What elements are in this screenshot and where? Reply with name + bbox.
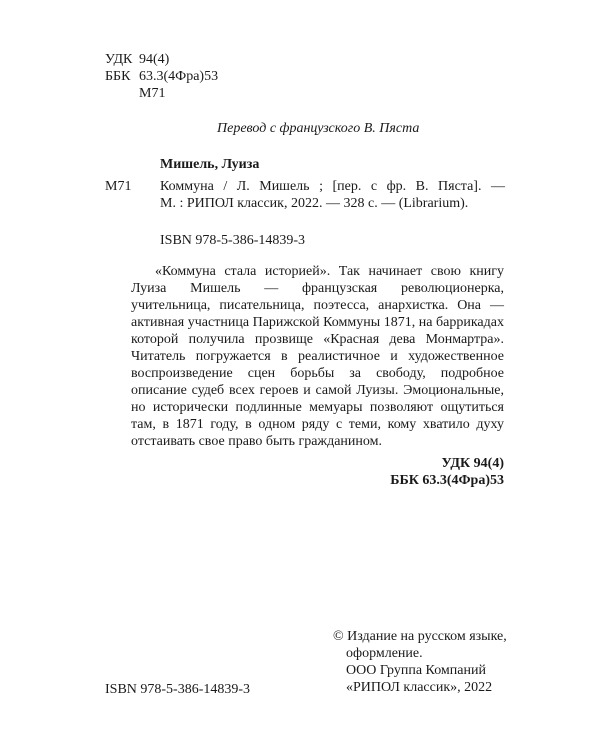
catalog-code: М71 xyxy=(105,179,132,194)
bbk-label: ББК xyxy=(105,69,131,84)
bbk-value: 63.3(4Фра)53 xyxy=(139,69,219,84)
bbk-row xyxy=(105,68,218,85)
author-mark: М71 xyxy=(139,86,166,101)
classification-block-bottom xyxy=(390,455,504,489)
copyright-line-3: ООО Группа Компаний xyxy=(346,663,486,678)
isbn-line: ISBN 978-5-386-14839-3 xyxy=(160,233,306,248)
udk-label: УДК xyxy=(105,52,133,67)
footer-bbk: ББК 63.3(4Фра)53 xyxy=(390,473,504,488)
catalog-line-1: Коммуна / Л. Мишель ; [пер. с фр. В. Пяста]. — xyxy=(160,179,505,194)
catalog-entry xyxy=(105,178,505,212)
copyright-line-2: оформление. xyxy=(346,646,423,661)
classification-block-top xyxy=(105,51,218,102)
annotation-text: «Коммуна стала историей». Так начинает свою книгу Луиза Мишель — французская революционерка, учительница, писательница, поэтесса, анархистка. Она — активная участница Парижской Коммуны 1871, на баррикадах которой получила прозвище «Красная дева Монмартра». Читатель погружается в реалистичное и художественное воспроизведение сцен борьбы за свободу, подробное описание судеб всех героев и самой Луизы. Эмоциональные, но исторически подлинные мемуары позволяют ощутиться там, в 1871 году, в одном ряду с теми, кому хватило духу отстаивать свое право быть гражданином. xyxy=(131,264,504,449)
catalog-author: Мишель, Луиза xyxy=(160,157,260,172)
annotation xyxy=(131,263,504,450)
footer-udk: УДК 94(4) xyxy=(441,456,504,471)
translation-note: Перевод с французского В. Пяста xyxy=(217,121,420,136)
copyright-line-1: © Издание на русском языке, xyxy=(333,629,507,644)
isbn-bottom: ISBN 978-5-386-14839-3 xyxy=(105,682,251,697)
copyright-block xyxy=(333,628,507,696)
udk-value: 94(4) xyxy=(139,52,170,67)
udk-row xyxy=(105,51,218,68)
copyright-line-4: «РИПОЛ классик», 2022 xyxy=(346,680,493,695)
catalog-line-2: М. : РИПОЛ классик, 2022. — 328 с. — (Librarium). xyxy=(160,196,469,211)
